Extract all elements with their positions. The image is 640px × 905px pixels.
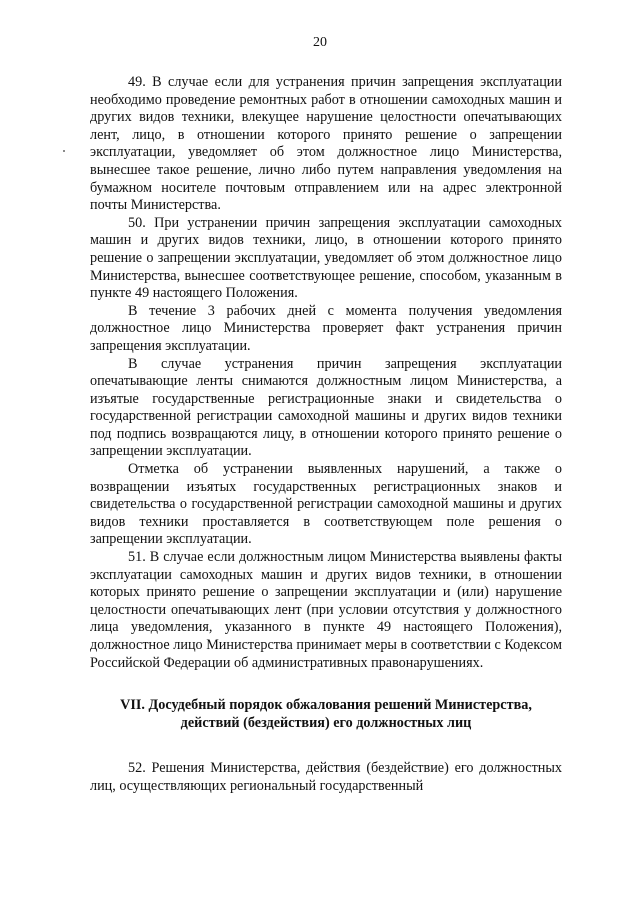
paragraph-50-removal: В случае устранения причин запрещения эксплуатации опечатывающие ленты снимаются должностным лицом Министерства, а изъятые государственные регистрационные знаки и свидетельства о государственной регистрации самоходной машины и других видов техники под подпись возвращаются лицу, в отношении которого принято решение о запрещении эксплуатации. bbox=[90, 355, 562, 460]
paragraph-50-deadline: В течение 3 рабочих дней с момента получения уведомления должностное лицо Министерства проверяет факт устранения причин запрещения эксплуатации. bbox=[90, 302, 562, 354]
paragraph-50: 50. При устранении причин запрещения эксплуатации самоходных машин и других видов техники, лицо, в отношении которого принято решение о запрещении эксплуатации, уведомляет об этом должностное лицо Министерства, вынесшее соответствующее решение, способом, указанным в пункте 49 настоящего Положения. bbox=[90, 214, 562, 302]
paragraph-50-mark: Отметка об устранении выявленных нарушений, а также о возвращении изъятых государственных регистрационных знаков и свидетельства о государственной регистрации самоходной машины и других видов техники проставляется в соответствующем поле решения о запрещении эксплуатации. bbox=[90, 461, 562, 548]
section-heading bbox=[90, 696, 562, 732]
page-number: 20 bbox=[313, 35, 327, 50]
document-body bbox=[90, 74, 562, 795]
paragraph-51: 51. В случае если должностным лицом Министерства выявлены факты эксплуатации самоходных машин и других видов техники, в отношении которых принято решение о запрещении эксплуатации и (или) нарушение целостности опечатывающих лент (при условии отсутствия у должностного лица уведомления, указанного в пункте 49 настоящего Положения), должностное лицо Министерства принимает меры в соответствии с Кодексом Российской Федерации об административных правонарушениях. bbox=[90, 549, 562, 671]
paragraph-49: 49. В случае если для устранения причин запрещения эксплуатации необходимо проведение ремонтных работ в отношении самоходных машин и других видов техники, влекущее нарушение целостности опечатывающих лент, лицо, в отношении которого принято решение о запрещении эксплуатации, уведомляет об этом должностное лицо Министерства, вынесшее такое решение, лично либо путем направления уведомления на бумажном носителе почтовым отправлением или на адрес электронной почты Министерства. bbox=[90, 74, 562, 214]
scan-speck bbox=[63, 150, 65, 152]
section-heading-line-2: действий (бездействия) его должностных лиц bbox=[180, 715, 472, 732]
section-heading-line-1: VII. Досудебный порядок обжалования решений Министерства, bbox=[120, 697, 532, 714]
paragraph-52: 52. Решения Министерства, действия (бездействие) его должностных лиц, осуществляющих региональный государственный bbox=[90, 760, 562, 794]
